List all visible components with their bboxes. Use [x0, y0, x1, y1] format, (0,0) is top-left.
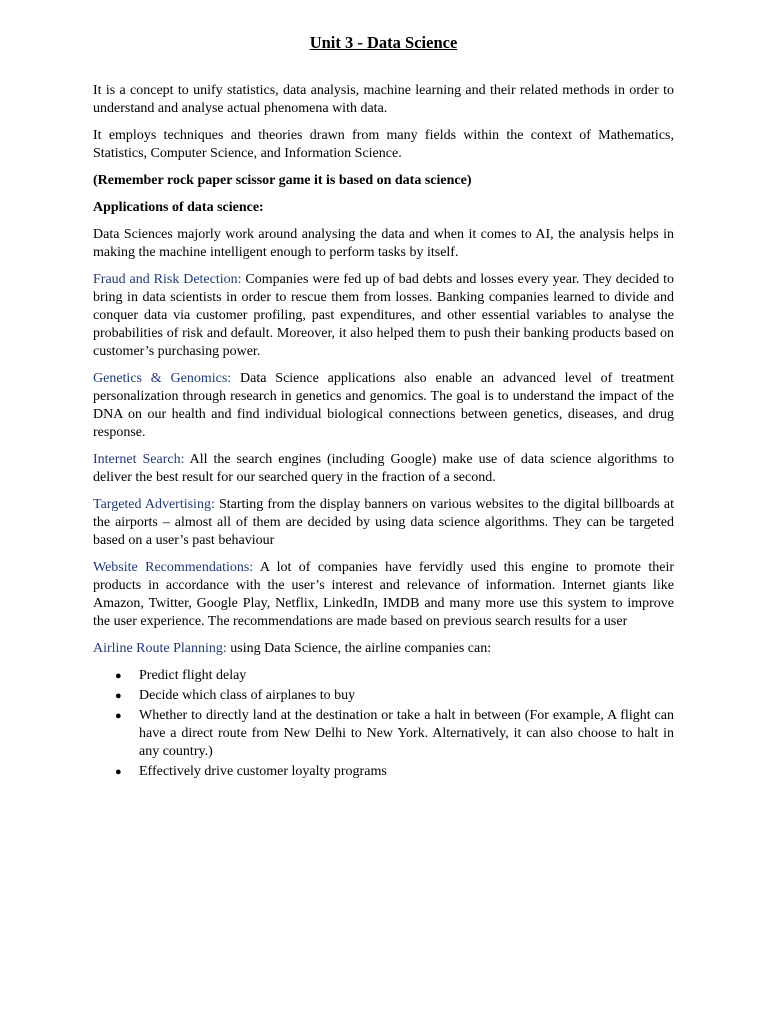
applications-heading: Applications of data science: [93, 200, 264, 215]
section-text: A lot of companies have fervidly used this engine to promote their products in accordance with the user’s interest and relevance of information. Internet giants like Amazon, Twitter, Google Play, Netflix, LinkedIn, IMDB and many more use this system to improve the user experience. The recommendations are made based on previous search results for a user [93, 560, 674, 629]
section-text: Starting from the display banners on various websites to the digital billboards at the airports – almost all of them are decided by using data science algorithms. They can be targeted based on a user’s past behaviour [93, 497, 674, 548]
section-lead: Targeted Advertising: [93, 497, 215, 512]
bullet-icon: ● [115, 670, 122, 682]
airline-bullet-list [93, 667, 674, 781]
section-website-recommendations [93, 559, 674, 631]
section-lead: Website Recommendations: [93, 560, 254, 575]
list-item [115, 763, 674, 781]
section-lead: Internet Search: [93, 452, 185, 467]
list-item [115, 687, 674, 705]
section-airline-route-planning [93, 640, 674, 658]
intro-paragraph-1: It is a concept to unify statistics, data analysis, machine learning and their related methods in order to understand and analyse actual phenomena with data. [93, 83, 674, 116]
applications-intro: Data Sciences majorly work around analysing the data and when it comes to AI, the analysis helps in making the machine intelligent enough to perform tasks by itself. [93, 227, 674, 260]
list-item [115, 707, 674, 761]
section-fraud-risk [93, 271, 674, 361]
remember-note: (Remember rock paper scissor game it is based on data science) [93, 173, 472, 188]
bullet-icon: ● [115, 690, 122, 702]
section-genetics [93, 370, 674, 442]
document-page [93, 30, 674, 783]
section-text: Companies were fed up of bad debts and losses every year. They decided to bring in data scientists in order to rescue them from losses. Banking companies learned to divide and conquer data via customer profiling, past expenditures, and other essential variables to analyse the probabilities of risk and default. Moreover, it also helped them to push their banking products based on customer’s purchasing power. [93, 272, 675, 359]
intro-paragraph-2: It employs techniques and theories drawn from many fields within the context of Mathematics, Statistics, Computer Science, and Information Science. [93, 128, 674, 161]
section-internet-search [93, 451, 674, 487]
section-lead: Airline Route Planning: [93, 641, 227, 656]
section-lead: Fraud and Risk Detection: [93, 272, 242, 287]
section-targeted-advertising [93, 496, 674, 550]
list-item-text: Decide which class of airplanes to buy [139, 688, 356, 703]
page-title: Unit 3 - Data Science [309, 33, 458, 52]
section-text: Data Science applications also enable an advanced level of treatment personalization through research in genetics and genomics. The goal is to understand the impact of the DNA on our health and find individual biological connections between genetics, diseases, and drug response. [93, 371, 674, 440]
bullet-icon: ● [115, 766, 122, 778]
section-text: All the search engines (including Google) make use of data science algorithms to deliver the best result for our searched query in the fraction of a second. [93, 452, 674, 485]
section-text: using Data Science, the airline companies can: [226, 641, 492, 656]
list-item [115, 667, 674, 685]
bullet-icon: ● [115, 710, 122, 722]
list-item-text: Whether to directly land at the destination or take a halt in between (For example, A flight can have a direct route from New Delhi to New York. Alternatively, it can also choose to halt in any country.) [139, 708, 674, 759]
section-lead: Genetics & Genomics: [93, 371, 232, 386]
list-item-text: Predict flight delay [139, 668, 247, 683]
list-item-text: Effectively drive customer loyalty programs [139, 764, 387, 779]
